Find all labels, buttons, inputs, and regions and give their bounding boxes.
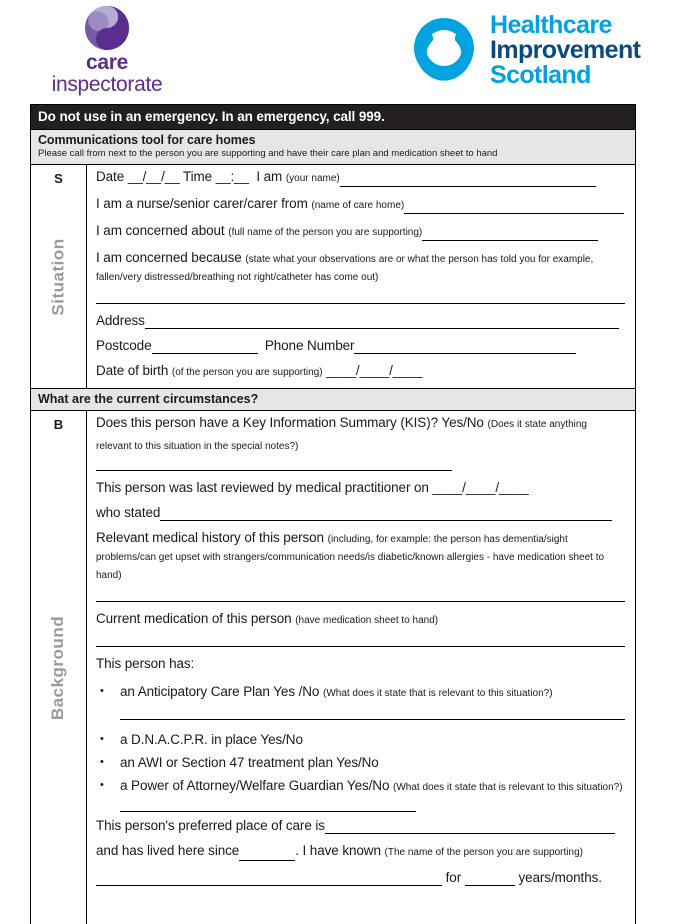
reviewed-label: This person was last reviewed by medical practitioner on <box>96 480 429 495</box>
years-months-label: years/months. <box>518 870 602 885</box>
medication-input-rule[interactable] <box>96 645 625 647</box>
time-blanks[interactable]: __:__ <box>215 169 250 184</box>
postcode-label: Postcode <box>96 338 152 353</box>
situation-letter: S <box>54 171 63 186</box>
i-am-label: I am <box>256 169 283 184</box>
history-input-rule[interactable] <box>96 600 625 602</box>
background-fields <box>87 411 635 924</box>
background-preferred-place-row <box>96 818 625 834</box>
i-am-input-rule[interactable] <box>340 174 596 187</box>
bullet-0-input-rule[interactable] <box>120 718 625 720</box>
kis-hint-line2: relevant to this situation in the special notes?) <box>96 441 299 452</box>
bullet-3-hint: (What does it state that is relevant to this situation?) <box>393 782 623 793</box>
trefoil-knot-icon <box>404 8 484 88</box>
healthcare-improvement-scotland-wordmark <box>490 13 640 88</box>
background-section <box>31 411 635 924</box>
who-stated-input-rule[interactable] <box>160 508 612 521</box>
bullet-3-input-rule[interactable] <box>120 799 416 812</box>
medication-label: Current medication of this person <box>96 611 292 626</box>
concerned-about-input-rule[interactable] <box>422 228 598 241</box>
situation-vertical-label <box>31 165 86 388</box>
background-kis-row-2 <box>96 437 625 471</box>
phone-label: Phone Number <box>264 338 355 353</box>
concerned-because-input-rule[interactable] <box>96 302 625 304</box>
concerned-because-label: I am concerned because <box>96 250 242 265</box>
document-logo-header <box>0 0 676 100</box>
for-duration-input-rule[interactable] <box>465 874 515 886</box>
background-letter: B <box>53 417 64 432</box>
situation-section <box>31 164 635 388</box>
bullet-2-text: an AWI or Section 47 treatment plan Yes/No <box>120 755 379 770</box>
care-inspectorate-word-inspectorate: inspectorate <box>51 73 163 96</box>
kis-label: Does this person have a Key Information Summary (KIS)? Yes/No <box>96 415 484 430</box>
lived-since-suffix: . I have known <box>295 843 381 858</box>
situation-dob-row <box>96 363 625 381</box>
for-label: for <box>445 870 462 885</box>
care-inspectorate-logo <box>22 4 192 96</box>
background-kis-row <box>96 415 625 433</box>
time-label: Time <box>182 169 213 184</box>
background-reviewed-row <box>96 480 625 496</box>
known-hint: (The name of the person you are supporting) <box>384 847 583 858</box>
background-letter-column <box>31 411 87 924</box>
concerned-about-label: I am concerned about <box>96 223 225 238</box>
kis-input-rule[interactable] <box>96 458 452 471</box>
preferred-place-label: This person's preferred place of care is <box>96 818 325 833</box>
address-input-rule[interactable] <box>145 316 619 329</box>
healthcare-improvement-scotland-logo <box>404 8 640 88</box>
who-stated-label: who stated <box>96 505 161 520</box>
phone-input-rule[interactable] <box>354 341 576 354</box>
dob-hint: (of the person you are supporting) <box>171 367 323 378</box>
situation-fields <box>87 165 635 388</box>
role-label: I am a nurse/senior carer/carer from <box>96 196 308 211</box>
concerned-because-hint: (state what your observations are or what the person has told you for example, fallen/very distressed/breathing not right/catheter has come out) <box>96 254 594 283</box>
background-section-header: What are the current circumstances? <box>31 388 635 411</box>
reviewed-blanks[interactable]: ____/____/____ <box>432 480 529 495</box>
background-lived-since-row <box>96 843 625 861</box>
bullet-0-text: an Anticipatory Care Plan Yes /No <box>120 684 320 699</box>
situation-concerned-about-row <box>96 223 625 241</box>
background-vertical-label-text: Background <box>48 615 68 720</box>
postcode-input-rule[interactable] <box>152 341 258 354</box>
address-label: Address <box>96 313 145 328</box>
background-bottom-spacer <box>96 895 625 919</box>
communications-tool-form <box>30 104 636 924</box>
preferred-place-input-rule[interactable] <box>325 821 615 834</box>
his-line-scotland: Scotland <box>490 61 591 89</box>
list-item <box>96 732 625 748</box>
bullet-1-text: a D.N.A.C.P.R. in place Yes/No <box>120 732 303 747</box>
background-history-row <box>96 530 625 602</box>
situation-concerned-because-row <box>96 250 625 304</box>
kis-hint-line1: (Does it state anything <box>487 419 587 430</box>
care-inspectorate-word-care: care <box>85 51 128 74</box>
background-medication-row <box>96 611 625 647</box>
person-has-label: This person has: <box>96 656 195 671</box>
background-vertical-label <box>31 411 86 924</box>
situation-postcode-phone-row <box>96 338 625 354</box>
his-line-healthcare: Healthcare <box>490 11 612 39</box>
list-item <box>96 778 625 812</box>
emergency-notice-banner: Do not use in an emergency. In an emergency, call 999. <box>31 105 635 129</box>
bullet-3-text: a Power of Attorney/Welfare Guardian Yes/No <box>120 778 390 793</box>
tool-subtitle: Please call from next to the person you are supporting and have their care plan and medication sheet to hand <box>38 148 498 159</box>
history-label: Relevant medical history of this person <box>96 530 324 545</box>
medication-hint: (have medication sheet to hand) <box>295 615 439 626</box>
background-has-label-row <box>96 656 625 672</box>
tool-header <box>31 129 635 164</box>
bullet-0-hint: (What does it state that is relevant to this situation?) <box>322 688 553 699</box>
role-hint: (name of care home) <box>311 200 405 211</box>
situation-address-row <box>96 313 625 329</box>
role-input-rule[interactable] <box>404 201 624 214</box>
his-line-improvement: Improvement <box>490 36 641 64</box>
situation-date-time-row <box>96 169 625 187</box>
background-known-for-row <box>96 870 625 886</box>
background-bullet-list <box>96 684 625 812</box>
tool-title: Communications tool for care homes <box>38 133 256 147</box>
list-item <box>96 755 625 771</box>
history-hint: (including, for example: the person has dementia/sight problems/can get upset with strangers/communication needs/is diabetic/known allergies - have medication sheet to hand) <box>96 534 605 581</box>
list-item <box>96 684 625 720</box>
known-name-input-rule[interactable] <box>96 873 442 886</box>
lived-since-input-rule[interactable] <box>239 849 295 861</box>
concerned-about-hint: (full name of the person you are supporting) <box>228 227 423 238</box>
care-inspectorate-swirl-icon <box>83 4 131 52</box>
dob-blanks[interactable]: ____/____/____ <box>326 363 423 378</box>
date-blanks[interactable]: __/__/__ <box>127 169 180 184</box>
i-am-hint: (your name) <box>285 173 340 184</box>
dob-label: Date of birth <box>96 363 169 378</box>
lived-since-label: and has lived here since <box>96 843 240 858</box>
situation-role-row <box>96 196 625 214</box>
date-label: Date <box>96 169 125 184</box>
situation-letter-column <box>31 165 87 388</box>
background-who-stated-row <box>96 505 625 521</box>
situation-vertical-label-text: Situation <box>48 237 68 316</box>
